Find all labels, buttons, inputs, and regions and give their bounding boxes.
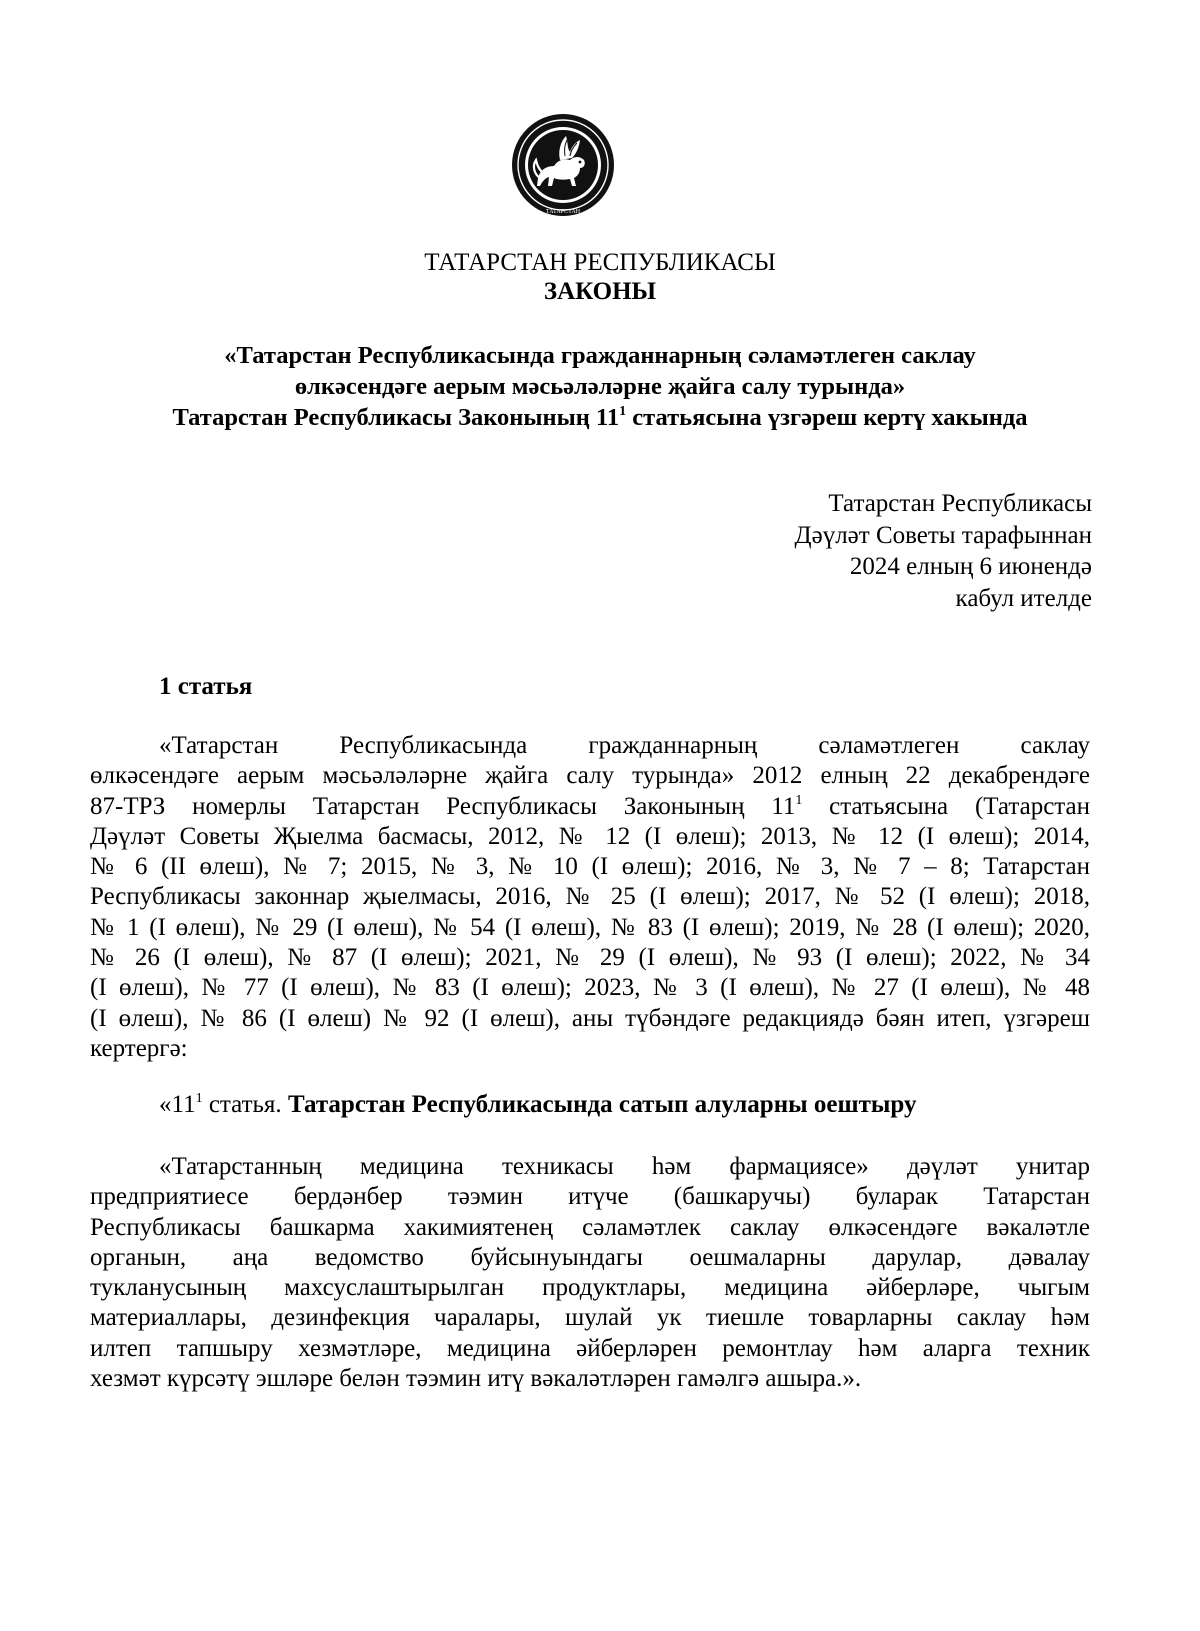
- paragraph-line: материаллары, дезинфекция чаралары, шулай ук тиешле товарларны саклау һәм: [90, 1304, 1090, 1332]
- paragraph-line: № 6 (II өлеш), № 7; 2015, № 3, № 10 (I өлеш); 2016, № 3, № 7 – 8; Татарстан: [90, 853, 1090, 881]
- paragraph-line: 87-ТРЗ номерлы Татарстан Республикасы Законының $11^1$ статьясына (Татарстан: [90, 792, 1090, 820]
- document-issuer: ТАТАРСТАН РЕСПУБЛИКАСЫ: [424, 249, 776, 276]
- law-title-line-2: өлкәсендәге аерым мәсьәләләрне җайга салу турында»: [294, 373, 906, 400]
- law-title-line-3: Татарстан Республикасы Законының $11^1$ статьясына үзгәреш кертү хакында: [172, 404, 1028, 431]
- adoption-line-1: Татарстан Республикасы: [828, 490, 1092, 517]
- article-11-1-heading: «$11^1$ статья. Татарстан Республикасында сатып алуларны оештыру: [159, 1091, 917, 1118]
- paragraph-line: № 1 (I өлеш), № 29 (I өлеш), № 54 (I өлеш), № 83 (I өлеш); 2019, № 28 (I өлеш); 2020,: [90, 913, 1090, 941]
- article-1-heading: 1 статья: [159, 673, 253, 700]
- paragraph-line: (I өлеш), № 86 (I өлеш) № 92 (I өлеш), аны түбәндәге редакциядә бәян итеп, үзгәреш: [90, 1004, 1090, 1032]
- paragraph-line: органын, аңа ведомство буйсынуындагы оешмаларны дарулар, дәвалау: [90, 1243, 1090, 1271]
- document-type: ЗАКОНЫ: [543, 278, 657, 305]
- paragraph-line: Республикасы башкарма хакимиятенең сәламәтлек саклау өлкәсендәге вәкаләтле: [90, 1213, 1090, 1241]
- adoption-line-3: 2024 елның 6 июнендә: [849, 553, 1092, 580]
- paragraph-line: «Татарстанның медицина техникасы һәм фармациясе» дәүләт унитар: [159, 1153, 1090, 1180]
- paragraph-line: Республикасы законнар җыелмасы, 2016, № 25 (I өлеш); 2017, № 52 (I өлеш); 2018,: [90, 883, 1090, 911]
- emblem-ring-text: ТАТАРСТАН: [545, 209, 581, 215]
- adoption-line-2: Дәүләт Советы тарафыннан: [794, 521, 1092, 549]
- paragraph-line: (I өлеш), № 77 (I өлеш), № 83 (I өлеш); 2023, № 3 (I өлеш), № 27 (I өлеш), № 48: [90, 974, 1090, 1002]
- law-title: [80, 340, 1120, 433]
- paragraph-line: хезмәт күрсәтү эшләре белән тәэмин итү вәкаләтләрен гамәлгә ашыра.».: [90, 1365, 862, 1393]
- article-11-1-body: [90, 1152, 1090, 1394]
- paragraph-line: илтеп тапшыру хезмәтләре, медицина әйберләрен ремонтлау һәм аларга техник: [90, 1334, 1090, 1362]
- paragraph-line: «Татарстан Республикасында гражданнарның сәламәтлеген саклау: [159, 732, 1090, 759]
- paragraph-line: № 26 (I өлеш), № 87 (I өлеш); 2021, № 29 (I өлеш), № 93 (I өлеш); 2022, № 34: [90, 944, 1090, 972]
- paragraph-line: кертергә:: [90, 1034, 188, 1062]
- paragraph-line: Дәүләт Советы Җыелма басмасы, 2012, № 12 (I өлеш); 2013, № 12 (I өлеш); 2014,: [90, 822, 1090, 850]
- paragraph-line: предприятиесе бердәнбер тәэмин итүче (башкаручы) буларак Татарстан: [90, 1183, 1090, 1211]
- paragraph-line: тукланусының махсуслаштырылган продуктлары, медицина әйберләре, чыгым: [90, 1274, 1090, 1302]
- article-1-body: [90, 731, 1090, 1064]
- tatarstan-coat-of-arms-icon: [510, 112, 616, 218]
- paragraph-line: өлкәсендәге аерым мәсьәләләрне җайга салу турында» 2012 елның 22 декабрендәге: [90, 762, 1090, 790]
- adoption-statement: [795, 488, 1092, 614]
- adoption-line-4: кабул ителде: [955, 584, 1092, 612]
- law-title-line-1: «Татарстан Республикасында гражданнарның сәламәтлеген саклау: [224, 342, 976, 369]
